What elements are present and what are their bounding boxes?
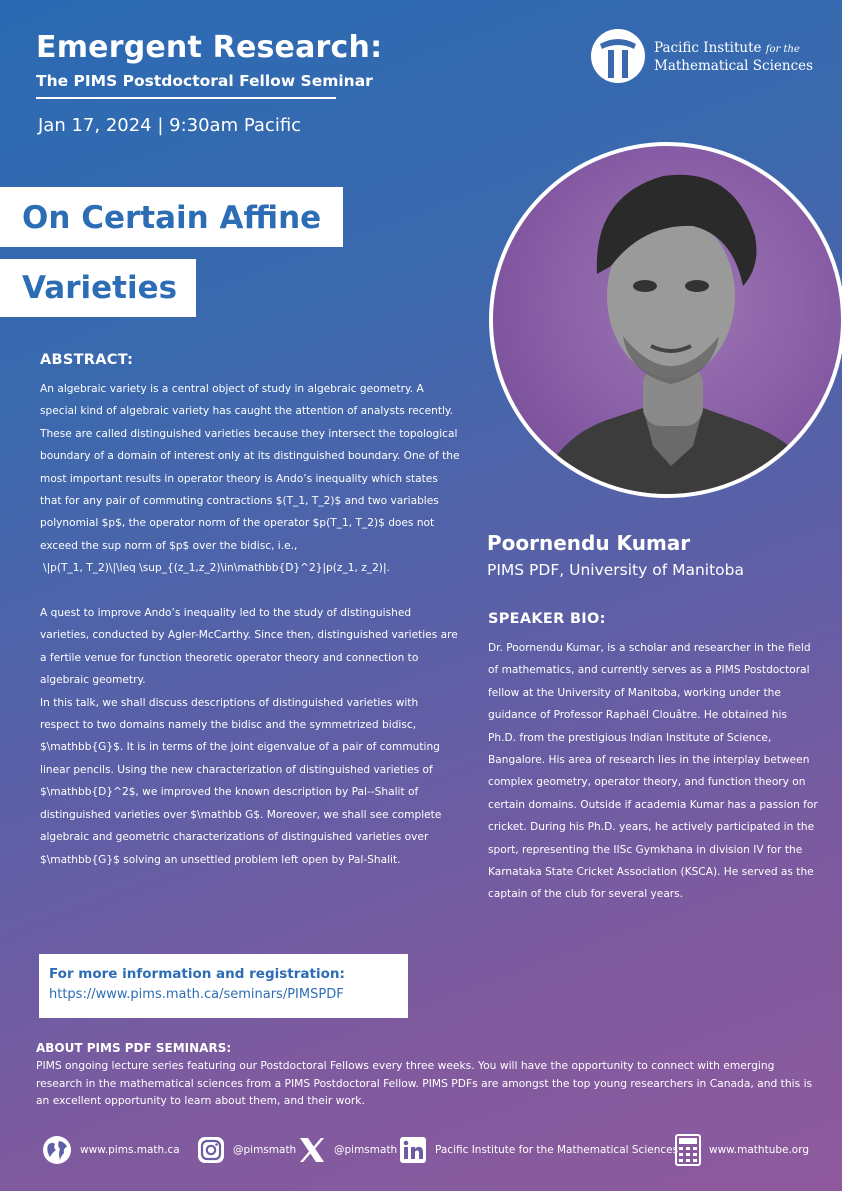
globe-icon <box>42 1135 72 1165</box>
abstract-paragraph: An algebraic variety is a central object of study in algebraic geometry. A special kind of algebraic variety has caught the attention of analysts recently. These are called distinguished varieties because they intersect the topological boundary of a domain of interest only at its distinguished boundary. One of the most important results in operator theory is Ando’s inequality which states that for any pair of commuting contractions $(T_1, T_2)$ and two variables polynomial $p$, the operator norm of the operator $p(T_1, T_2)$ does not exceed the sup norm of $p$ over the bidisc, i.e., <box>40 383 460 552</box>
speaker-name: Poornendu Kumar <box>487 531 691 555</box>
footer-instagram[interactable] <box>197 1130 296 1170</box>
footer-mathtube[interactable] <box>675 1130 809 1170</box>
bio-heading: SPEAKER BIO: <box>488 611 606 627</box>
series-subtitle: The PIMS Postdoctoral Fellow Seminar <box>36 72 373 90</box>
subtitle-divider <box>36 97 336 99</box>
talk-title-line-1: On Certain Affine <box>0 187 343 247</box>
speaker-affiliation: PIMS PDF, University of Manitoba <box>487 561 744 579</box>
pims-logo-text <box>654 40 813 74</box>
speaker-portrait-icon <box>493 146 842 498</box>
footer-x[interactable] <box>298 1130 397 1170</box>
talk-title-line-2: Varieties <box>0 259 196 317</box>
linkedin-icon <box>399 1136 427 1164</box>
calculator-icon <box>675 1134 701 1166</box>
abstract-formula: \|p(T_1, T_2)\|\leq \sup_{(z_1,z_2)\in\mathbb{D}^2}|p(z_1, z_2)|. <box>43 562 390 575</box>
pims-logo-mark-icon <box>590 28 646 84</box>
abstract-spacer <box>40 580 460 602</box>
pims-logo <box>590 28 820 88</box>
series-title: Emergent Research: <box>36 30 383 65</box>
logo-line-2: Mathematical Sciences <box>654 58 814 74</box>
about-body: PIMS ongoing lecture series featuring our Postdoctoral Fellows every three weeks. You will have the opportunity to connect with emerging research in the mathematical sciences from a PIMS Postdoctoral Fellow. PIMS PDFs are amongst the top young researchers in Canada, and this is an excellent opportunity to learn about them, and their work. <box>36 1059 813 1107</box>
footer-mathtube-text: www.mathtube.org <box>709 1144 810 1156</box>
footer-website-text: www.pims.math.ca <box>80 1144 180 1156</box>
logo-line-1: Pacific Institute <box>654 40 762 56</box>
abstract-paragraph: In this talk, we shall discuss descriptions of distinguished varieties with respect to two domains namely the bidisc and the symmetrized bidisc, $\mathbb{G}$. It is in terms of the joint eigenvalue of a pair of commuting linear pencils. Using the new characterization of distinguished varieties of $\mathbb{D}^2$, we improved the known description by Pal--Shalit of distinguished varieties over $\mathbb G$. Moreover, we shall see complete algebraic and geometric characterizations of distinguished varieties over $\mathbb{G}$ solving an unsettled problem left open by Pal-Shalit. <box>40 696 442 866</box>
speaker-photo <box>489 142 842 498</box>
registration-heading: For more information and registration: <box>49 966 345 982</box>
abstract-heading: ABSTRACT: <box>40 352 134 368</box>
footer <box>0 1130 842 1170</box>
abstract-body <box>40 378 460 871</box>
abstract-paragraph: A quest to improve Ando’s inequality led to the study of distinguished varieties, conducted by Agler-McCarthy. Since then, distinguished varieties are a fertile venue for function theoretic operator theory and connection to algebraic geometry. <box>40 607 458 687</box>
about-heading: ABOUT PIMS PDF SEMINARS: <box>36 1041 232 1055</box>
registration-link[interactable]: https://www.pims.math.ca/seminars/PIMSPDF <box>49 987 344 1002</box>
footer-linkedin-text: Pacific Institute for the Mathematical Sciences <box>435 1144 679 1156</box>
footer-x-text: @pimsmath <box>334 1144 398 1156</box>
logo-line-1-suffix: for the <box>765 44 800 55</box>
footer-linkedin[interactable] <box>399 1130 678 1170</box>
instagram-icon <box>197 1136 225 1164</box>
footer-instagram-text: @pimsmath <box>233 1144 297 1156</box>
event-date: Jan 17, 2024 | 9:30am Pacific <box>38 115 302 136</box>
bio-body: Dr. Poornendu Kumar, is a scholar and researcher in the field of mathematics, and currently serves as a PIMS Postdoctoral fellow at the University of Manitoba, working under the guidance of Professor Raphaël Clouâtre. He obtained his Ph.D. from the prestigious Indian Institute of Science, Bangalore. His area of research lies in the interplay between complex geometry, operator theory, and function theory on certain domains. Outside if academia Kumar has a passion for cricket. During his Ph.D. years, he actively participated in the sport, representing the IISc Gymkhana in division IV for the Karnataka State Cricket Association (KSCA). He served as the captain of the club for several years. <box>488 642 818 901</box>
footer-website[interactable] <box>42 1130 180 1170</box>
x-logo-icon <box>298 1136 326 1164</box>
registration-box <box>39 954 408 1018</box>
